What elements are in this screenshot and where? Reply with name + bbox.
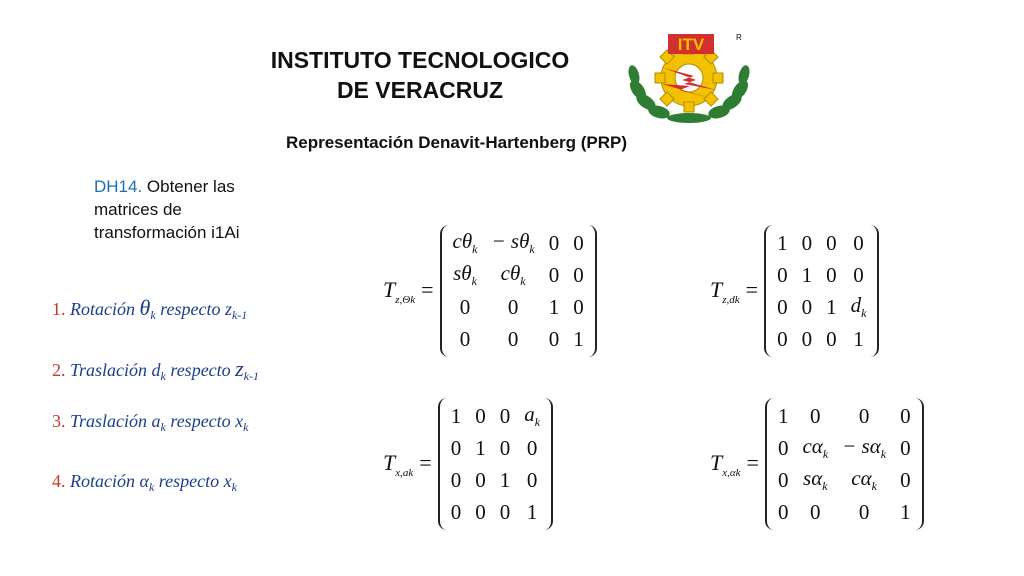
matrix-rot-z-label: $T_{z,\Theta k}$ = — [383, 276, 434, 306]
matrix-row — [771, 464, 918, 496]
matrix-cell: 0 — [810, 403, 821, 428]
matrix-cell: 0 — [900, 435, 911, 460]
matrix-cell: $c\theta_k$ — [500, 261, 526, 288]
matrix-trans-z — [710, 225, 879, 357]
matrix-rot-x-label: $T_{x,\alpha k}$ = — [710, 449, 759, 479]
matrix-cell: 0 — [475, 499, 486, 524]
matrix-cell: 0 — [507, 326, 519, 351]
matrix-row — [446, 227, 591, 259]
matrix-cell: 0 — [853, 230, 864, 255]
matrix-cell: 1 — [777, 230, 788, 255]
exercise-line2: matrices de — [94, 200, 182, 219]
matrix-cell: 0 — [573, 294, 584, 319]
matrix-cell: 0 — [475, 467, 486, 492]
matrix-cell: 1 — [853, 326, 864, 351]
matrix-cell: 1 — [826, 294, 837, 319]
matrix-row — [444, 496, 547, 528]
matrix-row — [446, 259, 591, 291]
matrix-cell: 1 — [475, 435, 486, 460]
matrix-cell: 0 — [777, 294, 788, 319]
matrix-cell: 0 — [450, 499, 462, 524]
itv-logo — [624, 28, 754, 124]
matrix-cell: $c\theta_k$ — [452, 229, 478, 256]
matrix-cell: $d_k$ — [850, 293, 867, 320]
matrix-cell: $c\alpha_k$ — [802, 434, 829, 461]
matrix-trans-z-label: $T_{z,dk}$ = — [710, 276, 759, 306]
matrix-cell: 0 — [777, 499, 789, 524]
matrix-cell: 0 — [573, 262, 584, 287]
matrix-cell: 0 — [459, 326, 471, 351]
matrix-cell: 0 — [450, 435, 462, 460]
matrix-trans-x — [383, 398, 553, 530]
matrix-cell: 0 — [777, 467, 789, 492]
matrix-cell: − $s\alpha_k$ — [842, 434, 887, 461]
page-subtitle: Representación Denavit-Hartenberg (PRP) — [286, 133, 628, 152]
matrix-cell: 1 — [573, 326, 584, 351]
matrix-rot-x — [710, 398, 924, 530]
matrix-trans-z-body — [764, 225, 879, 357]
step-2: 2. Traslación $d_k$ respecto $z_{k-1}$ — [52, 356, 260, 383]
matrix-row — [770, 227, 873, 259]
matrix-cell: 0 — [573, 230, 584, 255]
matrix-cell: 1 — [900, 499, 911, 524]
institute-title-line2: DE VERACRUZ — [336, 77, 504, 103]
matrix-cell: − $s\theta_k$ — [491, 229, 535, 256]
itv-logo-icon — [624, 28, 754, 124]
step-1: 1. Rotación $\theta_k$ respecto $z_{k-1}$ — [52, 295, 248, 322]
matrix-cell: 0 — [858, 499, 870, 524]
institute-title — [240, 45, 600, 105]
matrix-rot-z — [383, 225, 597, 357]
matrix-cell: $s\theta_k$ — [453, 261, 477, 288]
matrix-cell: 1 — [777, 403, 789, 428]
svg-text:R: R — [736, 33, 742, 42]
matrix-row — [446, 291, 591, 323]
matrix-cell: 0 — [826, 262, 837, 287]
step-3: 3. Traslación $a_k$ respecto $x_k$ — [52, 411, 249, 434]
matrix-row — [771, 496, 918, 528]
matrix-cell: 0 — [777, 326, 788, 351]
matrix-cell: 0 — [548, 230, 560, 255]
matrix-cell: 1 — [548, 294, 560, 319]
matrix-cell: 0 — [858, 403, 870, 428]
matrix-cell: 0 — [826, 326, 837, 351]
matrix-cell: 0 — [900, 403, 911, 428]
matrix-trans-x-label: $T_{x,ak}$ = — [383, 449, 432, 479]
matrix-cell: $a_k$ — [524, 402, 541, 429]
matrix-cell: 1 — [499, 467, 511, 492]
matrix-row — [771, 400, 918, 432]
matrix-cell: 0 — [507, 294, 519, 319]
matrix-row — [770, 323, 873, 355]
matrix-rot-x-body — [765, 398, 924, 530]
matrix-row — [770, 291, 873, 323]
matrix-cell: 0 — [801, 230, 813, 255]
matrix-row — [444, 400, 547, 432]
matrix-cell: 0 — [499, 499, 511, 524]
matrix-cell: 0 — [548, 326, 560, 351]
matrix-row — [444, 432, 547, 464]
matrix-cell: 0 — [450, 467, 462, 492]
matrix-cell: 0 — [499, 403, 511, 428]
matrix-cell: 0 — [459, 294, 471, 319]
matrix-cell: 0 — [526, 467, 538, 492]
matrix-cell: 1 — [450, 403, 462, 428]
exercise-description — [94, 175, 294, 244]
matrix-cell: 1 — [801, 262, 813, 287]
matrix-cell: 0 — [499, 435, 511, 460]
matrix-cell: 0 — [475, 403, 486, 428]
matrix-cell: 1 — [526, 499, 538, 524]
matrix-rot-z-body — [440, 225, 597, 357]
matrix-row — [444, 464, 547, 496]
exercise-line3: transformación i1Ai — [94, 223, 240, 242]
svg-text:ITV: ITV — [677, 35, 705, 54]
matrix-cell: 0 — [526, 435, 538, 460]
matrix-cell: 0 — [777, 262, 788, 287]
matrix-cell: $c\alpha_k$ — [851, 466, 877, 493]
matrix-row — [771, 432, 918, 464]
institute-title-line1: INSTITUTO TECNOLOGICO — [270, 47, 570, 73]
matrix-cell: 0 — [900, 467, 911, 492]
matrix-row — [770, 259, 873, 291]
matrix-cell: 0 — [801, 326, 813, 351]
exercise-code: DH14. — [94, 177, 143, 196]
exercise-line1: Obtener las — [142, 177, 235, 196]
matrix-trans-x-body — [438, 398, 553, 530]
matrix-cell: 0 — [777, 435, 789, 460]
matrix-cell: 0 — [826, 230, 837, 255]
matrix-cell: 0 — [801, 294, 813, 319]
matrix-cell: 0 — [853, 262, 864, 287]
step-4: 4. Rotación $\alpha_k$ respecto $x_k$ — [52, 471, 237, 494]
matrix-cell: 0 — [810, 499, 821, 524]
matrix-row — [446, 323, 591, 355]
matrix-cell: $s\alpha_k$ — [803, 466, 828, 493]
matrix-cell: 0 — [548, 262, 560, 287]
